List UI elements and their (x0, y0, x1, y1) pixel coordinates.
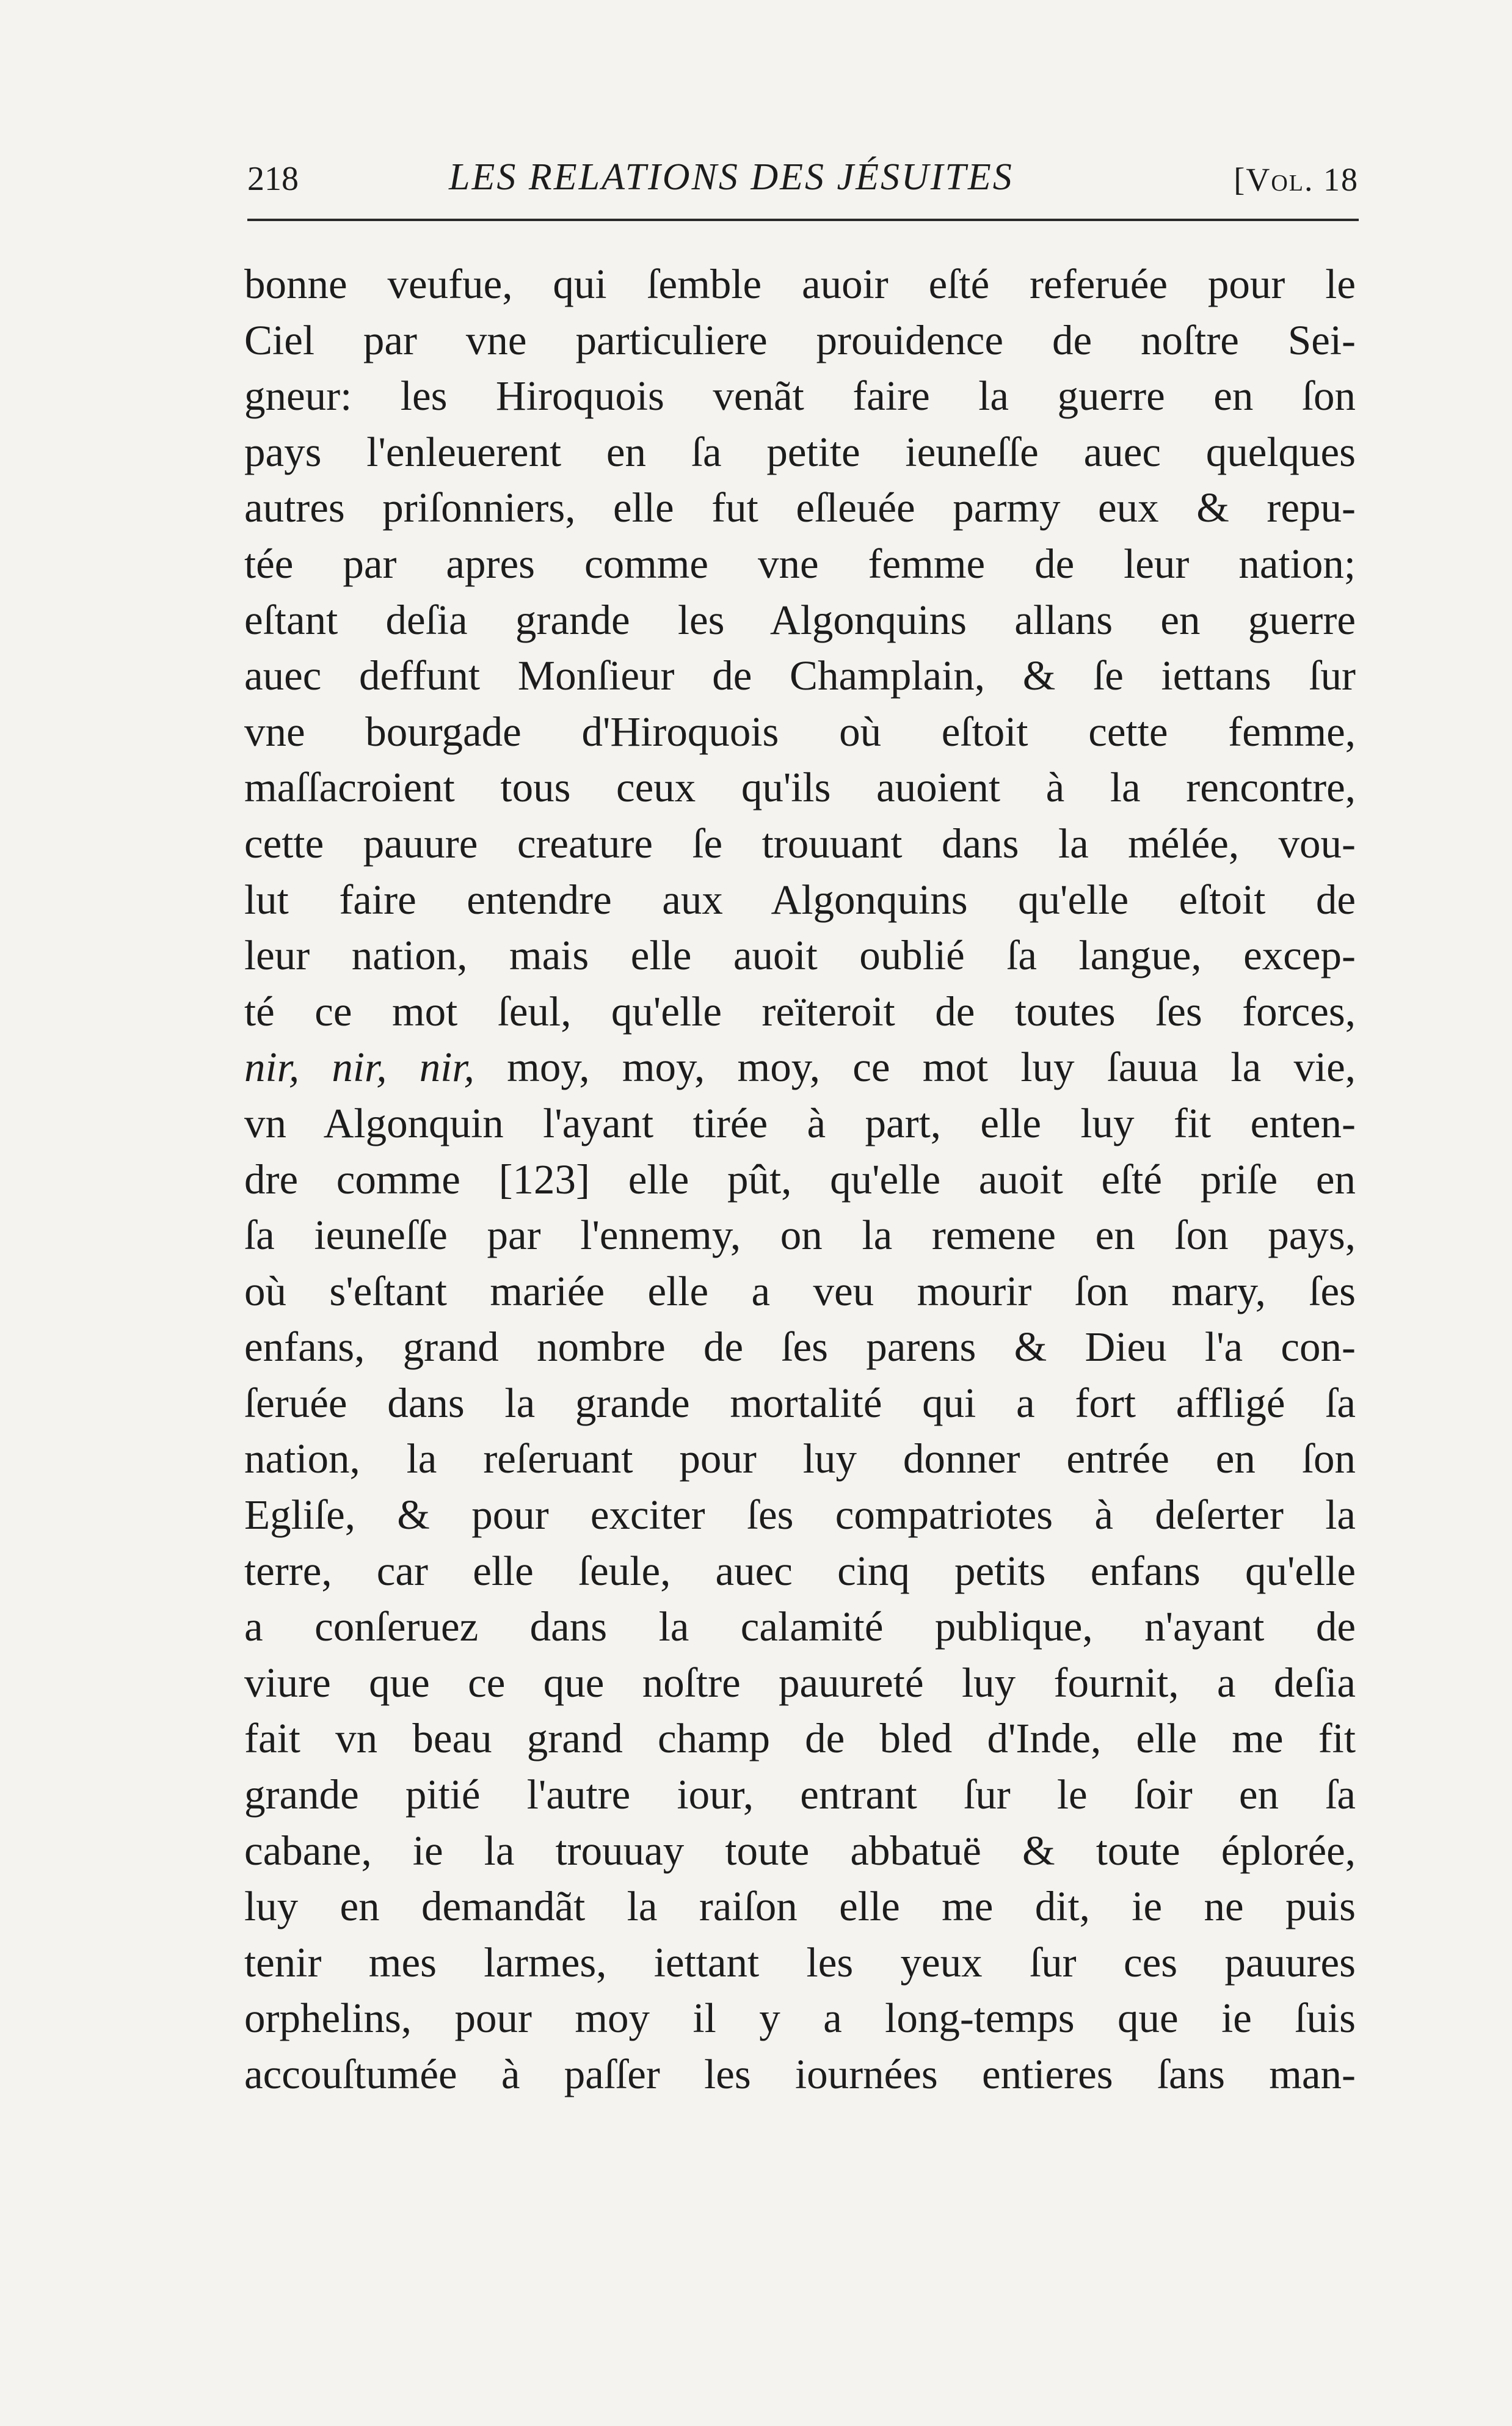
text-line: Ciel par vne particuliere prouidence de noſtre Sei- (244, 316, 1356, 363)
text-line: ſeruée dans la grande mortalité qui a fort affligé ſa (244, 1379, 1356, 1426)
italic-phrase: nir, nir, nir, (244, 1044, 474, 1091)
text-line: vne bourgade d'Hiroquois où eſtoit cette femme, (244, 708, 1356, 755)
text-line: tée par apres comme vne femme de leur nation; (244, 540, 1356, 587)
text-line: accouſtumée à paſſer les iournées entieres ſans man- (244, 2051, 1356, 2097)
text-line: lut faire entendre aux Algonquins qu'elle eſtoit de (244, 876, 1356, 923)
text-line: luy en demandãt la raiſon elle me dit, ie ne puis (244, 1883, 1356, 1930)
text-line: fait vn beau grand champ de bled d'Inde, elle me fit (244, 1715, 1356, 1762)
text-line: auec deffunt Monſieur de Champlain, & ſe iettans ſur (244, 652, 1356, 699)
text-line: viure que ce que noſtre pauureté luy fournit, a deſia (244, 1659, 1356, 1706)
text-line: où s'eſtant mariée elle a veu mourir ſon mary, ſes (244, 1267, 1356, 1314)
text-line: cabane, ie la trouuay toute abbatuë & toute éplorée, (244, 1827, 1356, 1874)
text-line: bonne veufue, qui ſemble auoir eſté referuée pour le (244, 261, 1356, 307)
text-line: grande pitié l'autre iour, entrant ſur le ſoir en ſa (244, 1771, 1356, 1818)
text-line: leur nation, mais elle auoit oublié ſa langue, excep- (244, 932, 1356, 979)
text-line: orphelins, pour moy il y a long-temps que ie ſuis (244, 1995, 1356, 2042)
page-number: 218 (247, 160, 299, 198)
text-line: eſtant deſia grande les Algonquins allans en guerre (244, 596, 1356, 643)
text-line: té ce mot ſeul, qu'elle reïteroit de toutes ſes forces, (244, 988, 1356, 1035)
text-line: vn Algonquin l'ayant tirée à part, elle luy fit enten- (244, 1099, 1356, 1146)
text-line: maſſacroient tous ceux qu'ils auoient à la rencontre, (244, 764, 1356, 811)
text-line: Egliſe, & pour exciter ſes compatriotes à deſerter la (244, 1492, 1356, 1539)
text-line-rest: moy, moy, moy, ce mot luy ſauua la vie, (507, 1044, 1356, 1091)
volume-label: [Vol. 18 (1234, 161, 1359, 198)
text-line: gneur: les Hiroquois venãt faire la guerre en ſon (244, 373, 1356, 420)
header-rule (247, 219, 1359, 221)
text-line: dre comme [123] elle pût, qu'elle auoit eſté priſe en (244, 1156, 1356, 1203)
text-line: a conſeruez dans la calamité publique, n'ayant de (244, 1603, 1356, 1650)
text-line: tenir mes larmes, iettant les yeux ſur ces pauures (244, 1939, 1356, 1986)
text-line-with-italic (244, 1040, 1356, 1096)
text-line: terre, car elle ſeule, auec cinq petits enfans qu'elle (244, 1547, 1356, 1594)
text-line: cette pauure creature ſe trouuant dans la mélée, vou- (244, 820, 1356, 867)
text-line: pays l'enleuerent en ſa petite ieuneſſe auec quelques (244, 428, 1356, 475)
text-line: ſa ieuneſſe par l'ennemy, on la remene en ſon pays, (244, 1212, 1356, 1259)
text-line: nation, la reſeruant pour luy donner entrée en ſon (244, 1435, 1356, 1482)
running-title: LES RELATIONS DES JÉSUITES (449, 156, 1014, 198)
running-header (247, 156, 1359, 205)
text-line: autres priſonniers, elle fut eſleuée parmy eux & repu- (244, 484, 1356, 531)
text-line: enfans, grand nombre de ſes parens & Dieu l'a con- (244, 1324, 1356, 1371)
body-text (244, 257, 1356, 2103)
